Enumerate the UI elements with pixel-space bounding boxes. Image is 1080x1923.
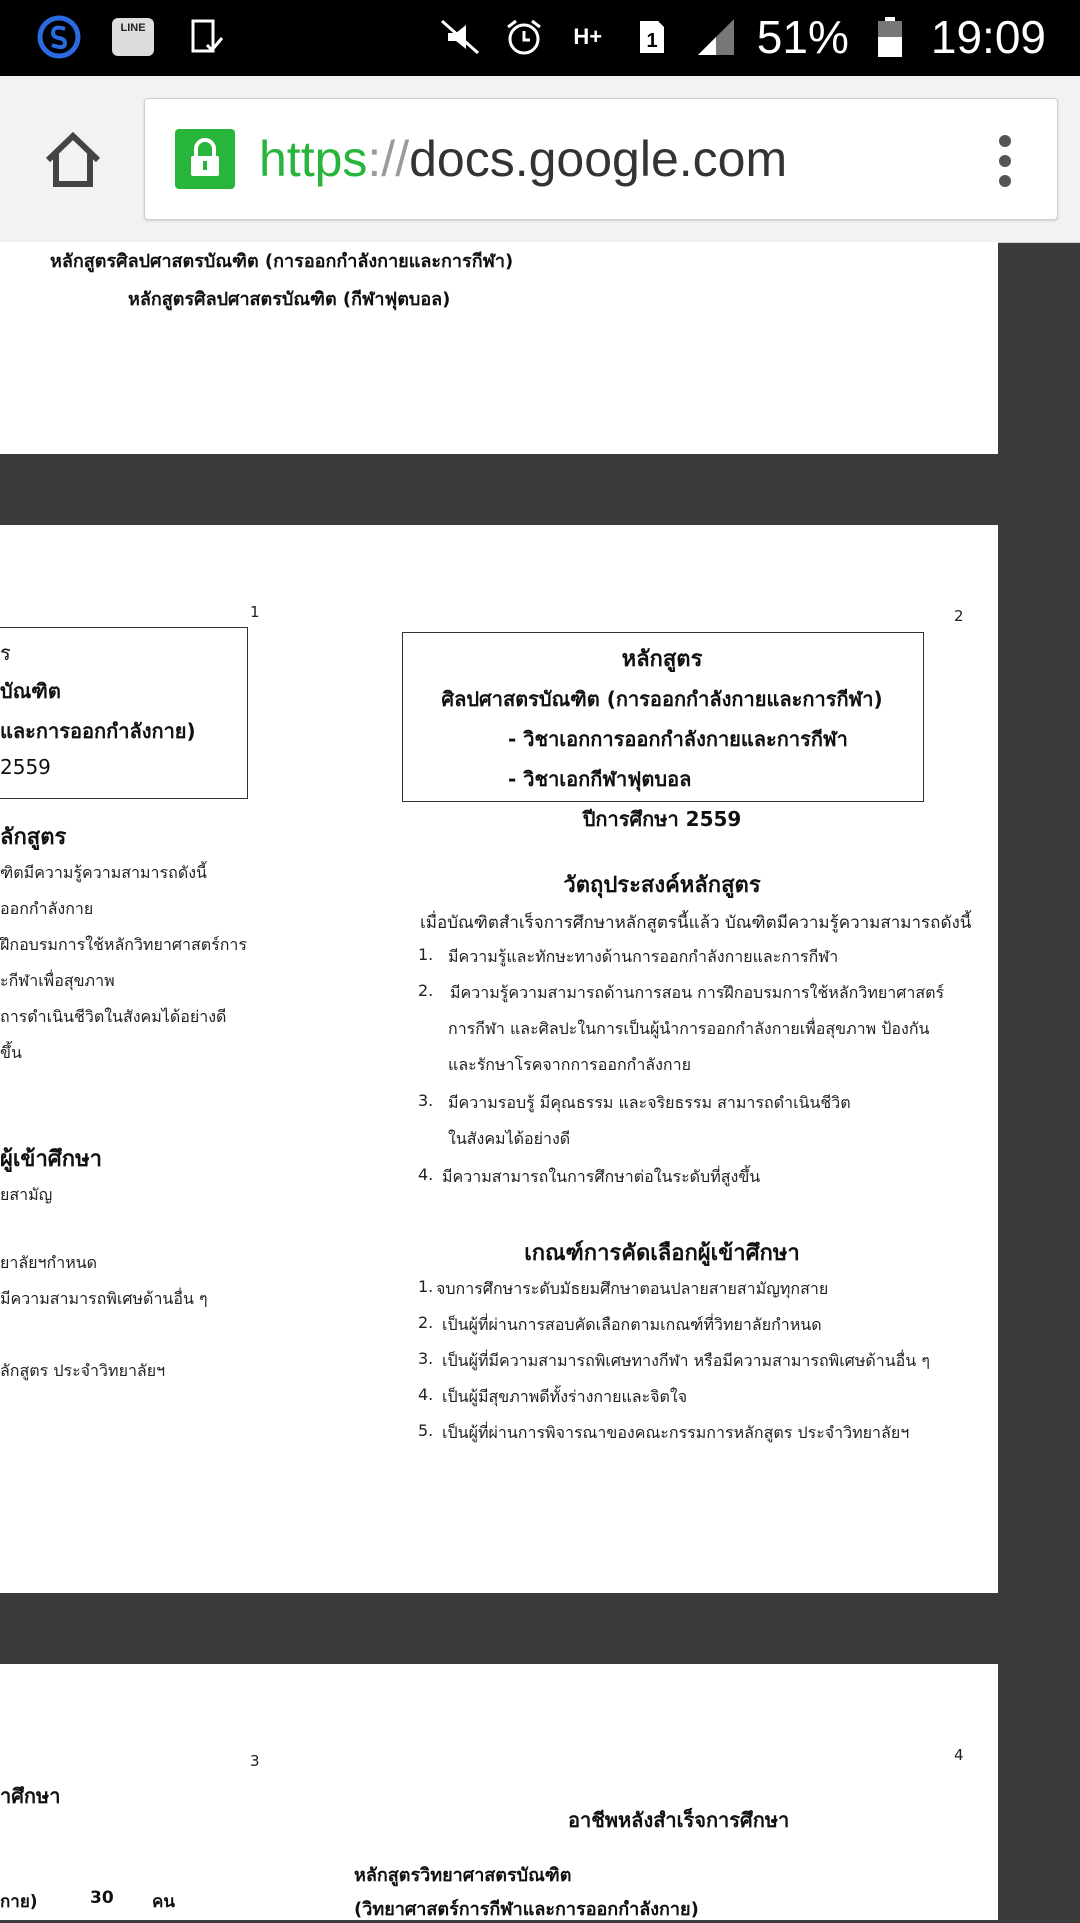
text-line: ถารดำเนินชีวิตในสังคมได้อย่างดี: [0, 1007, 227, 1026]
page-number: 2: [954, 607, 964, 625]
section-heading: เกณฑ์การคัดเลือกผู้เข้าศึกษา: [524, 1241, 800, 1266]
objectives-intro: เมื่อบัณฑิตสำเร็จการศึกษาหลักสูตรนี้แล้ว บัณฑิตมีความรู้ความสามารถดังนี้: [420, 913, 972, 933]
text-line: ออกกำลังกาย: [0, 899, 94, 918]
list-number: 4.: [418, 1385, 434, 1404]
course-line: หลักสูตรศิลปศาสตรบัณฑิต (กีฬาฟุตบอล): [128, 289, 451, 310]
text-line: มีความสามารถพิเศษด้านอื่น ๆ: [0, 1289, 208, 1308]
text-line: (วิทยาศาสตร์การกีฬาและการออกกำลังกาย): [354, 1899, 699, 1920]
list-item: มีความรู้ความสามารถด้านการสอน การฝึกอบรมการใช้หลักวิทยาศาสตร์: [450, 983, 945, 1002]
box-line: ร: [0, 641, 11, 665]
text-line: ยสามัญ: [0, 1185, 53, 1204]
document-page: [0, 525, 998, 1593]
text-line: ยาลัยฯกำหนด: [0, 1253, 98, 1272]
section-heading: วัตถุประสงค์หลักสูตร: [563, 873, 761, 898]
box-line: บัณฑิต: [0, 679, 61, 703]
list-number: 3.: [418, 1349, 434, 1368]
section-heading: ลักสูตร: [0, 825, 67, 850]
list-item: จบการศึกษาระดับมัธยมศึกษาตอนปลายสายสามัญทุกสาย: [436, 1279, 829, 1298]
url-bar[interactable]: [144, 98, 1058, 220]
list-item: มีความรอบรู้ มีคุณธรรม และจริยธรรม สามารถดำเนินชีวิต: [448, 1093, 851, 1112]
alarm-icon: [501, 14, 547, 60]
s-app-icon: [36, 14, 82, 60]
section-heading: ผู้เข้าศึกษา: [0, 1147, 102, 1172]
lock-icon: [175, 129, 235, 189]
list-item: เป็นผู้ที่ผ่านการสอบคัดเลือกตามเกณฑ์ที่วิทยาลัยกำหนด: [442, 1315, 822, 1334]
box-title: หลักสูตร: [621, 647, 703, 672]
page-number: 1: [250, 603, 260, 621]
battery-icon: [867, 14, 913, 60]
list-number: 4.: [418, 1165, 434, 1184]
table-cell: 30: [90, 1888, 114, 1908]
box-line: - วิชาเอกกีฬาฟุตบอล: [508, 767, 692, 791]
box-line: 2559: [0, 755, 51, 779]
list-number: 1.: [418, 1277, 434, 1296]
text-line: ลักสูตร ประจำวิทยาลัยฯ: [0, 1361, 166, 1380]
document-page: [0, 242, 998, 454]
battery-percentage: 51%: [756, 11, 849, 63]
list-item: เป็นผู้มีสุขภาพดีทั้งร่างกายและจิตใจ: [442, 1387, 688, 1406]
list-number: 5.: [418, 1421, 434, 1440]
home-icon[interactable]: [40, 126, 106, 192]
box-year: ปีการศึกษา 2559: [582, 807, 742, 831]
clock: 19:09: [930, 11, 1046, 63]
sim-card-icon: [629, 14, 675, 60]
section-heading: าศึกษา: [0, 1784, 61, 1808]
course-line: หลักสูตรศิลปศาสตรบัณฑิต (การออกกำลังกายและการกีฬา): [50, 251, 514, 272]
list-item: ในสังคมได้อย่างดี: [448, 1129, 571, 1148]
section-heading: อาชีพหลังสำเร็จการศึกษา: [568, 1808, 790, 1832]
list-item: มีความรู้และทักษะทางด้านการออกกำลังกายและการกีฬา: [448, 947, 839, 966]
text-line: ขึ้น: [0, 1043, 22, 1062]
page-number: 3: [250, 1752, 260, 1770]
box-line: ศิลปศาสตรบัณฑิต (การออกกำลังกายและการกีฬา): [441, 687, 883, 711]
text-line: ะกีฬาเพื่อสุขภาพ: [0, 971, 115, 990]
signal-icon: [693, 14, 739, 60]
overflow-menu-icon[interactable]: [997, 135, 1013, 187]
mute-vibrate-icon: [437, 14, 483, 60]
list-item: เป็นผู้ที่มีความสามารถพิเศษทางกีฬา หรือมีความสามารถพิเศษด้านอื่น ๆ: [442, 1351, 930, 1370]
box-line: - วิชาเอกการออกกำลังกายและการกีฬา: [508, 727, 848, 751]
status-bar: [0, 0, 1080, 76]
svg-text:1: 1: [646, 30, 658, 52]
url-text[interactable]: https://docs.google.com: [259, 131, 788, 187]
text-line: ฝึกอบรมการใช้หลักวิทยาศาสตร์การ: [0, 935, 247, 954]
list-number: 2.: [418, 1313, 434, 1332]
box-line: และการออกกำลังกาย): [0, 719, 196, 743]
list-number: 1.: [418, 945, 434, 964]
text-line: ฑิตมีความรู้ความสามารถดังนี้: [0, 863, 207, 882]
line-app-icon: LINE: [112, 18, 154, 56]
table-cell: กาย): [0, 1892, 38, 1912]
list-item: เป็นผู้ที่ผ่านการพิจารณาของคณะกรรมการหลักสูตร ประจำวิทยาลัยฯ: [442, 1423, 910, 1442]
screenshot-icon: [184, 14, 230, 60]
list-item: การกีฬา และศิลปะในการเป็นผู้นำการออกกำลังกายเพื่อสุขภาพ ป้องกัน: [448, 1019, 930, 1038]
browser-toolbar: [0, 76, 1080, 243]
network-type-icon: H+: [573, 24, 603, 49]
list-item: และรักษาโรคจากการออกกำลังกาย: [448, 1055, 691, 1074]
document-page: [0, 1664, 998, 1920]
list-number: 3.: [418, 1091, 434, 1110]
text-line: หลักสูตรวิทยาศาสตรบัณฑิต: [354, 1865, 572, 1886]
table-cell: คน: [152, 1892, 175, 1912]
list-item: มีความสามารถในการศึกษาต่อในระดับที่สูงขึ้น: [442, 1167, 761, 1186]
list-number: 2.: [418, 981, 434, 1000]
page-number: 4: [954, 1746, 964, 1764]
